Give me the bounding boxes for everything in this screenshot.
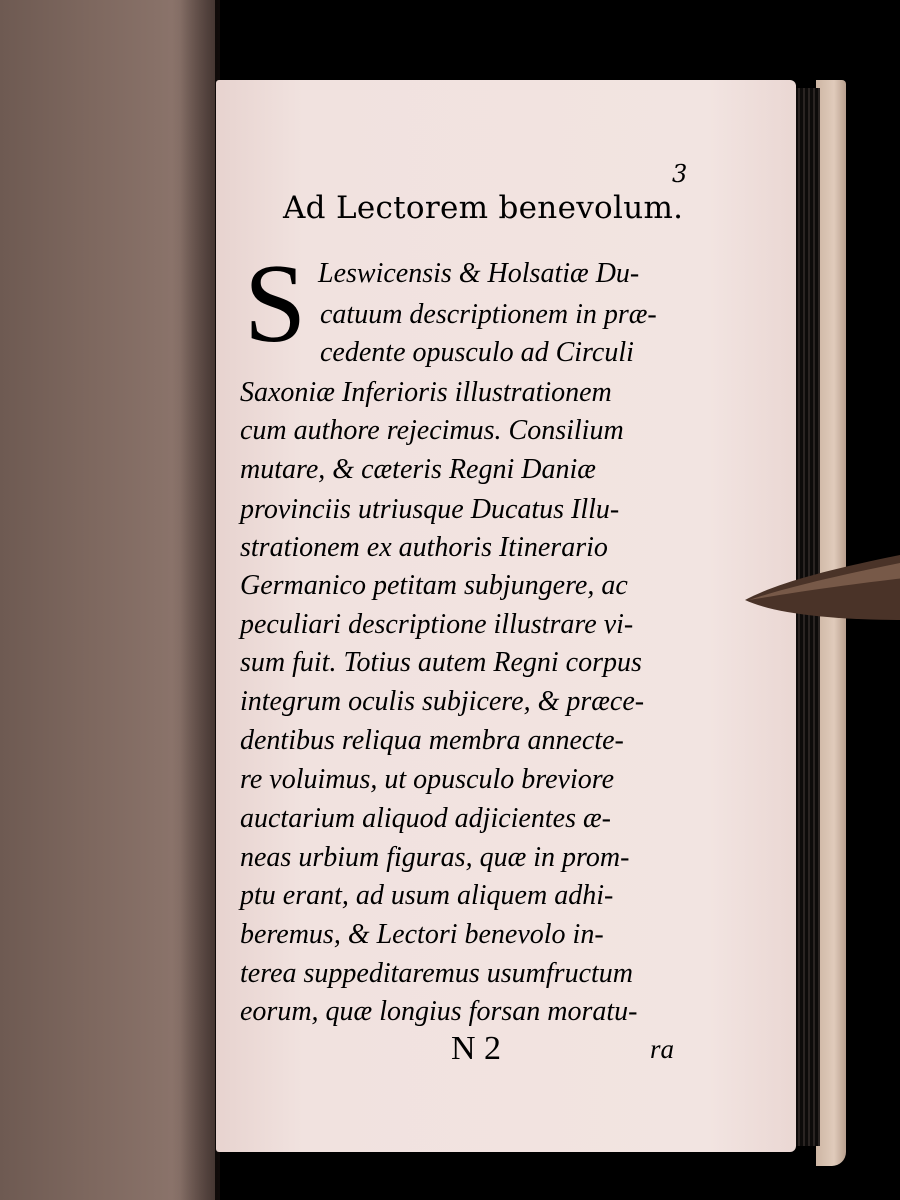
text-line: cum authore rejecimus. Consilium [240, 415, 624, 446]
text-line: Saxoniæ Inferioris illustrationem [240, 377, 612, 408]
text-line: sum fuit. Totius autem Regni corpus [240, 647, 642, 678]
text-line: Germanico petitam subjungere, ac [240, 570, 628, 601]
text-line: integrum oculis subjicere, & præce- [240, 686, 645, 717]
text-line: dentibus reliqua membra annecte- [240, 725, 624, 756]
catchword: ra [650, 1034, 675, 1064]
text-line: strationem ex authoris Itinerario [240, 532, 608, 563]
text-line: catuum descriptionem in præ- [320, 299, 657, 330]
gutter-shadow [180, 0, 220, 1200]
drop-cap: S [244, 242, 307, 366]
text-line: ptu erant, ad usum aliquem adhi- [240, 880, 614, 911]
text-line: re voluimus, ut opusculo breviore [240, 764, 615, 795]
page-pointer [745, 548, 900, 628]
text-line: peculiari descriptione illustrare vi- [240, 609, 634, 640]
page-heading: Ad Lectorem benevolum. [283, 190, 684, 226]
text-line: neas urbium figuras, quæ in prom- [240, 842, 630, 873]
text-line: provinciis utriusque Ducatus Illu- [240, 494, 620, 525]
text-line: terea suppeditaremus usumfructum [240, 958, 633, 989]
text-line: beremus, & Lectori benevolo in- [240, 919, 604, 950]
text-line: eorum, quæ longius forsan moratu- [240, 996, 638, 1027]
signature-mark: N 2 [451, 1030, 502, 1067]
text-line: cedente opusculo ad Circuli [320, 337, 634, 368]
page-number: 3 [672, 160, 688, 188]
text-line: auctarium aliquod adjicientes æ- [240, 803, 611, 834]
text-line: Leswicensis & Holsatiæ Du- [318, 258, 640, 289]
text-line: mutare, & cæteris Regni Daniæ [240, 454, 596, 485]
